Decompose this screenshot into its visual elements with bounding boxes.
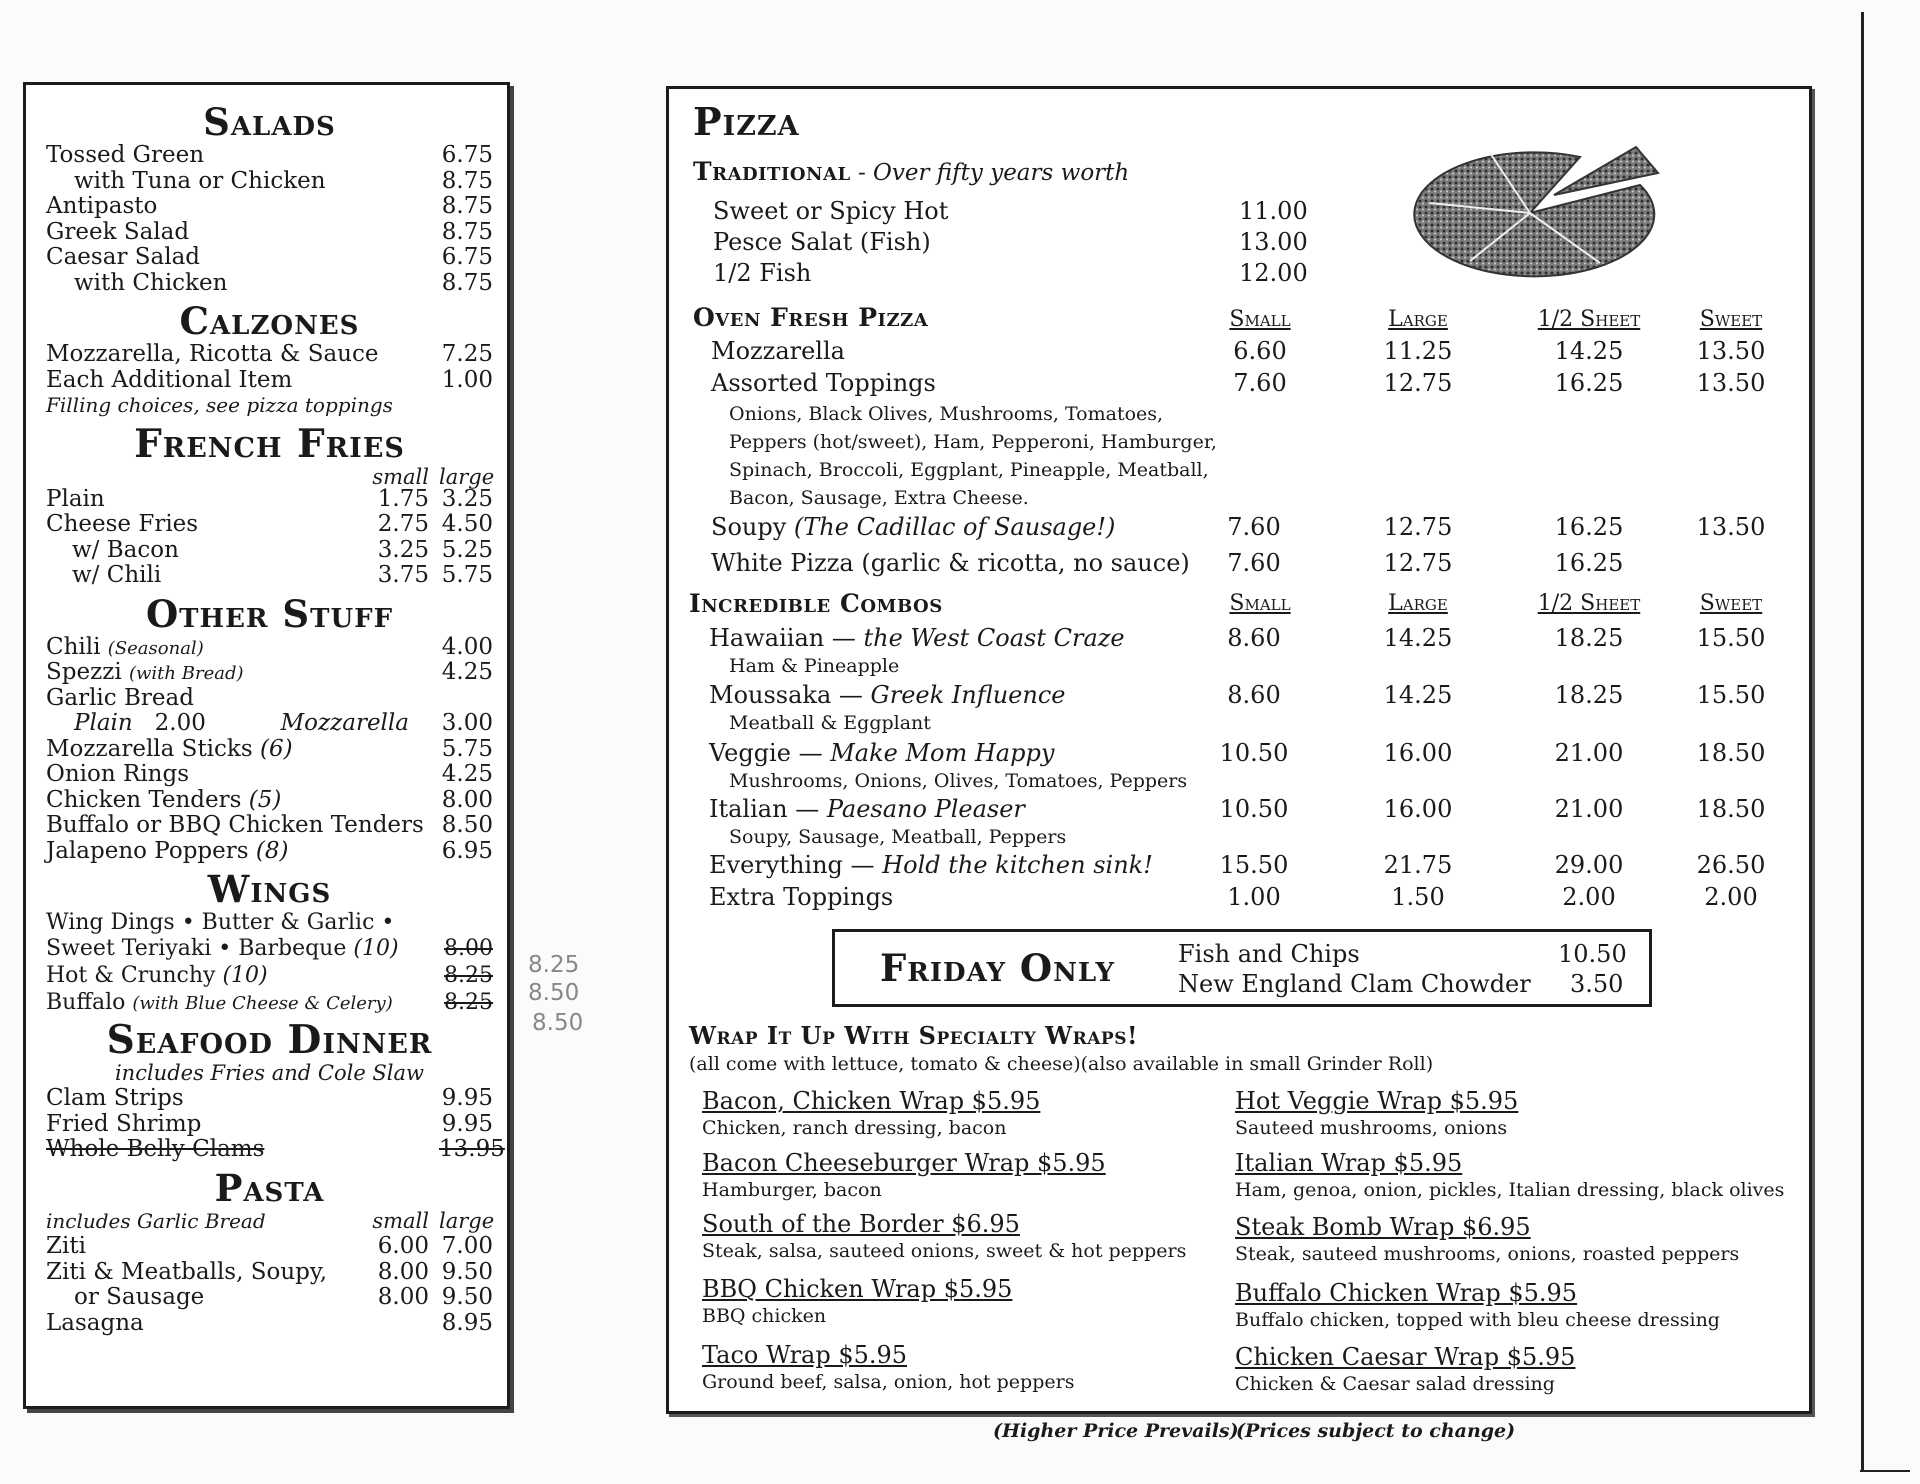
menu-price: 3.50 [1570,970,1624,998]
combo-desc: Meatball & Eggplant [729,712,931,734]
menu-price: 14.25 [1383,624,1453,652]
menu-price: 7.60 [1227,513,1281,541]
wrap-item: South of the Border $6.95 [702,1210,1020,1238]
menu-price: 13.50 [1696,337,1766,365]
menu-item: Onion Rings 4.25 [46,761,493,787]
menu-item: Cheese Fries 2.75 4.50 [46,511,493,537]
menu-item: Clam Strips 9.95 [46,1085,493,1111]
pizza-illustration [1400,133,1670,283]
right-menu-panel [666,86,1812,1414]
pasta-header-row: includes Garlic Bread small large [46,1208,495,1233]
menu-item: Pesce Salat (Fish) [713,228,931,256]
menu-item: Lasagna 8.95 [46,1309,493,1336]
combo-item: Hawaiian — the West Coast Craze [709,624,1125,652]
col-header-large: Large [1388,307,1448,332]
handwritten-price: 8.25 [528,952,580,978]
wrap-desc: Ground beef, salsa, onion, hot peppers [702,1371,1075,1393]
menu-item: 1/2 Fish [713,259,812,287]
menu-item: Jalapeno Poppers (8) 6.95 [46,837,493,864]
menu-price: 14.25 [1383,681,1453,709]
menu-item: White Pizza (garlic & ricotta, no sauce) [711,549,1190,577]
combo-item: Italian — Paesano Pleaser [709,795,1025,823]
combo-item: Veggie — Make Mom Happy [709,739,1055,767]
col-header-sweet: Sweet [1699,591,1763,616]
menu-item: Spezzi (with Bread) 4.25 [46,659,493,685]
menu-item: Plain 1.75 3.25 [46,485,493,512]
wrap-desc: BBQ chicken [702,1305,827,1327]
menu-item: Garlic Bread [46,684,194,711]
combo-desc: Ham & Pineapple [729,655,900,677]
wrap-item: Bacon, Chicken Wrap $5.95 [702,1087,1041,1115]
menu-price: 10.50 [1219,739,1289,767]
menu-price: 6.60 [1233,337,1287,365]
pasta-heading: Pasta [214,1165,325,1210]
menu-item: with Tuna or Chicken 8.75 [74,167,493,194]
menu-price: 29.00 [1554,851,1624,879]
menu-price: 2.00 [1562,883,1616,911]
menu-item: with Chicken 8.75 [74,269,493,296]
topping-list-line: Onions, Black Olives, Mushrooms, Tomatoes, [729,403,1164,425]
topping-list-line: Spinach, Broccoli, Eggplant, Pineapple, Meatball, [729,459,1209,481]
menu-item: Soupy (The Cadillac of Sausage!) [711,513,1116,541]
menu-price: 16.25 [1554,513,1624,541]
menu-item: New England Clam Chowder [1178,970,1531,998]
seafood-heading: Seafood Dinner [106,1016,433,1063]
combo-item: Moussaka — Greek Influence [709,681,1066,709]
menu-item: Mozzarella Sticks (6) 5.75 [46,735,493,762]
combo-desc: Soupy, Sausage, Meatball, Peppers [729,826,1067,848]
menu-item: w/ Bacon 3.25 5.25 [72,536,493,563]
other-stuff-heading: Other Stuff [145,591,394,636]
menu-item: Each Additional Item 1.00 [46,366,493,393]
menu-item: Sweet Teriyaki • Barbeque (10) 8.00 [46,935,493,961]
menu-item: Fish and Chips [1178,940,1360,968]
combo-desc: Mushrooms, Onions, Olives, Tomatoes, Peppers [729,770,1188,792]
menu-price: 18.50 [1696,795,1766,823]
wrap-desc: Sauteed mushrooms, onions [1235,1117,1508,1139]
menu-price: 18.25 [1554,681,1624,709]
menu-price: 16.25 [1554,369,1624,397]
menu-price: 13.50 [1696,369,1766,397]
menu-price: 10.50 [1219,795,1289,823]
col-header-sweet: Sweet [1699,307,1763,332]
wrap-item: Chicken Caesar Wrap $5.95 [1235,1343,1576,1371]
menu-price: 13.50 [1696,513,1766,541]
wrap-item: Steak Bomb Wrap $6.95 [1235,1213,1531,1241]
menu-price: 13.00 [1239,228,1308,256]
menu-price: 16.00 [1383,739,1453,767]
menu-price: 8.60 [1227,681,1281,709]
col-header-small: Small [1229,307,1291,332]
wrap-desc: Steak, sauteed mushrooms, onions, roasted peppers [1235,1243,1740,1265]
wraps-subtitle: (all come with lettuce, tomato & cheese)(also available in small Grinder Roll) [689,1053,1434,1075]
wrap-item: Italian Wrap $5.95 [1235,1149,1463,1177]
col-header-large: Large [1388,591,1448,616]
calzone-note: Filling choices, see pizza toppings [46,393,393,417]
menu-price: 11.25 [1383,337,1453,365]
menu-price: 14.25 [1554,337,1624,365]
menu-price: 16.25 [1554,549,1624,577]
wraps-heading: Wrap It Up With Specialty Wraps! [689,1021,1139,1050]
menu-item: Caesar Salad 6.75 [46,244,493,270]
menu-item: Sweet or Spicy Hot [713,197,949,225]
handwritten-price: 8.50 [528,980,580,1006]
menu-item: Chili (Seasonal) 4.00 [46,633,493,660]
menu-price: 15.50 [1219,851,1289,879]
menu-item: Ziti & Meatballs, Soupy, 8.00 9.50 [46,1258,493,1285]
left-menu-panel [23,82,510,1409]
menu-item: Plain 2.00 Mozzarella 3.00 [74,710,493,736]
wrap-desc: Chicken & Caesar salad dressing [1235,1373,1555,1395]
menu-item: Greek Salad 8.75 [46,218,493,245]
footer-prices-change-note: (Prices subject to change) [1236,1420,1516,1442]
menu-price: 26.50 [1696,851,1766,879]
menu-item: w/ Chili 3.75 5.75 [72,562,493,588]
menu-item: Wing Dings • Butter & Garlic • [46,910,395,935]
page-edge-line [1861,12,1864,1472]
friday-only-box [832,929,1652,1007]
seafood-note: includes Fries and Cole Slaw [114,1060,425,1085]
footer-higher-price-note: (Higher Price Prevails) [993,1420,1239,1442]
wrap-item: Taco Wrap $5.95 [702,1341,908,1369]
pizza-heading: Pizza [693,99,800,144]
menu-item-discontinued: Whole Belly Clams 13.95 [46,1136,505,1162]
menu-price: 2.00 [1704,883,1758,911]
menu-item: or Sausage 8.00 9.50 [74,1284,493,1310]
menu-item: Buffalo (with Blue Cheese & Celery) 8.25 [46,989,493,1015]
wrap-item: BBQ Chicken Wrap $5.95 [702,1275,1013,1303]
menu-price: 15.50 [1696,624,1766,652]
traditional-heading: Traditional - Over fifty years worth [693,157,1130,186]
topping-list-line: Bacon, Sausage, Extra Cheese. [729,487,1029,509]
menu-price: 1.50 [1391,883,1445,911]
menu-item: Extra Toppings [709,883,894,911]
menu-item: Tossed Green 6.75 [46,142,493,168]
calzones-heading: Calzones [179,299,360,343]
menu-price: 12.75 [1383,369,1453,397]
wrap-item: Bacon Cheeseburger Wrap $5.95 [702,1149,1106,1177]
col-header-small: Small [1229,591,1291,616]
menu-price: 21.00 [1554,739,1624,767]
menu-price: 16.00 [1383,795,1453,823]
menu-item: Antipasto 8.75 [46,193,493,219]
menu-price: 10.50 [1558,940,1627,968]
friday-only-heading: Friday Only [880,946,1116,990]
menu-price: 21.00 [1554,795,1624,823]
wrap-desc: Ham, genoa, onion, pickles, Italian dressing, black olives [1235,1179,1785,1201]
wrap-desc: Chicken, ranch dressing, bacon [702,1117,1007,1139]
menu-item: Mozzarella [711,337,845,365]
menu-price: 18.50 [1696,739,1766,767]
combos-heading: Incredible Combos [689,589,943,618]
menu-price: 7.60 [1233,369,1287,397]
handwritten-price: 8.50 [532,1010,584,1036]
menu-item: Assorted Toppings [711,369,936,397]
menu-price: 7.60 [1227,549,1281,577]
oven-fresh-heading: Oven Fresh Pizza [693,303,929,332]
menu-item: Buffalo or BBQ Chicken Tenders 8.50 [46,812,493,838]
wrap-desc: Steak, salsa, sauteed onions, sweet & hot peppers [702,1240,1187,1262]
menu-price: 12.00 [1239,259,1308,287]
menu-item: Mozzarella, Ricotta & Sauce 7.25 [46,341,493,367]
menu-price: 18.25 [1554,624,1624,652]
page-edge-line-bottom [1860,1470,1910,1472]
col-header-half-sheet: 1/2 Sheet [1537,307,1641,332]
wrap-desc: Hamburger, bacon [702,1179,882,1201]
menu-price: 11.00 [1239,197,1308,225]
menu-price: 8.60 [1227,624,1281,652]
fries-size-header: small large [372,464,495,489]
combo-item: Everything — Hold the kitchen sink! [709,851,1153,879]
menu-price: 1.00 [1227,883,1281,911]
menu-price: 12.75 [1383,513,1453,541]
menu-price: 21.75 [1383,851,1453,879]
wrap-item: Buffalo Chicken Wrap $5.95 [1235,1279,1578,1307]
wrap-item: Hot Veggie Wrap $5.95 [1235,1087,1519,1115]
col-header-half-sheet: 1/2 Sheet [1537,591,1641,616]
salads-heading: Salads [203,100,336,144]
fries-heading: French Fries [134,420,405,467]
topping-list-line: Peppers (hot/sweet), Ham, Pepperoni, Hamburger, [729,431,1217,453]
menu-item: Ziti 6.00 7.00 [46,1233,493,1259]
menu-item: Hot & Crunchy (10) 8.25 [46,962,493,988]
menu-price: 15.50 [1696,681,1766,709]
menu-price: 12.75 [1383,549,1453,577]
menu-item: Chicken Tenders (5) 8.00 [46,786,493,813]
wrap-desc: Buffalo chicken, topped with bleu cheese dressing [1235,1309,1720,1331]
menu-item: Fried Shrimp 9.95 [46,1110,493,1137]
wings-heading: Wings [207,867,332,911]
